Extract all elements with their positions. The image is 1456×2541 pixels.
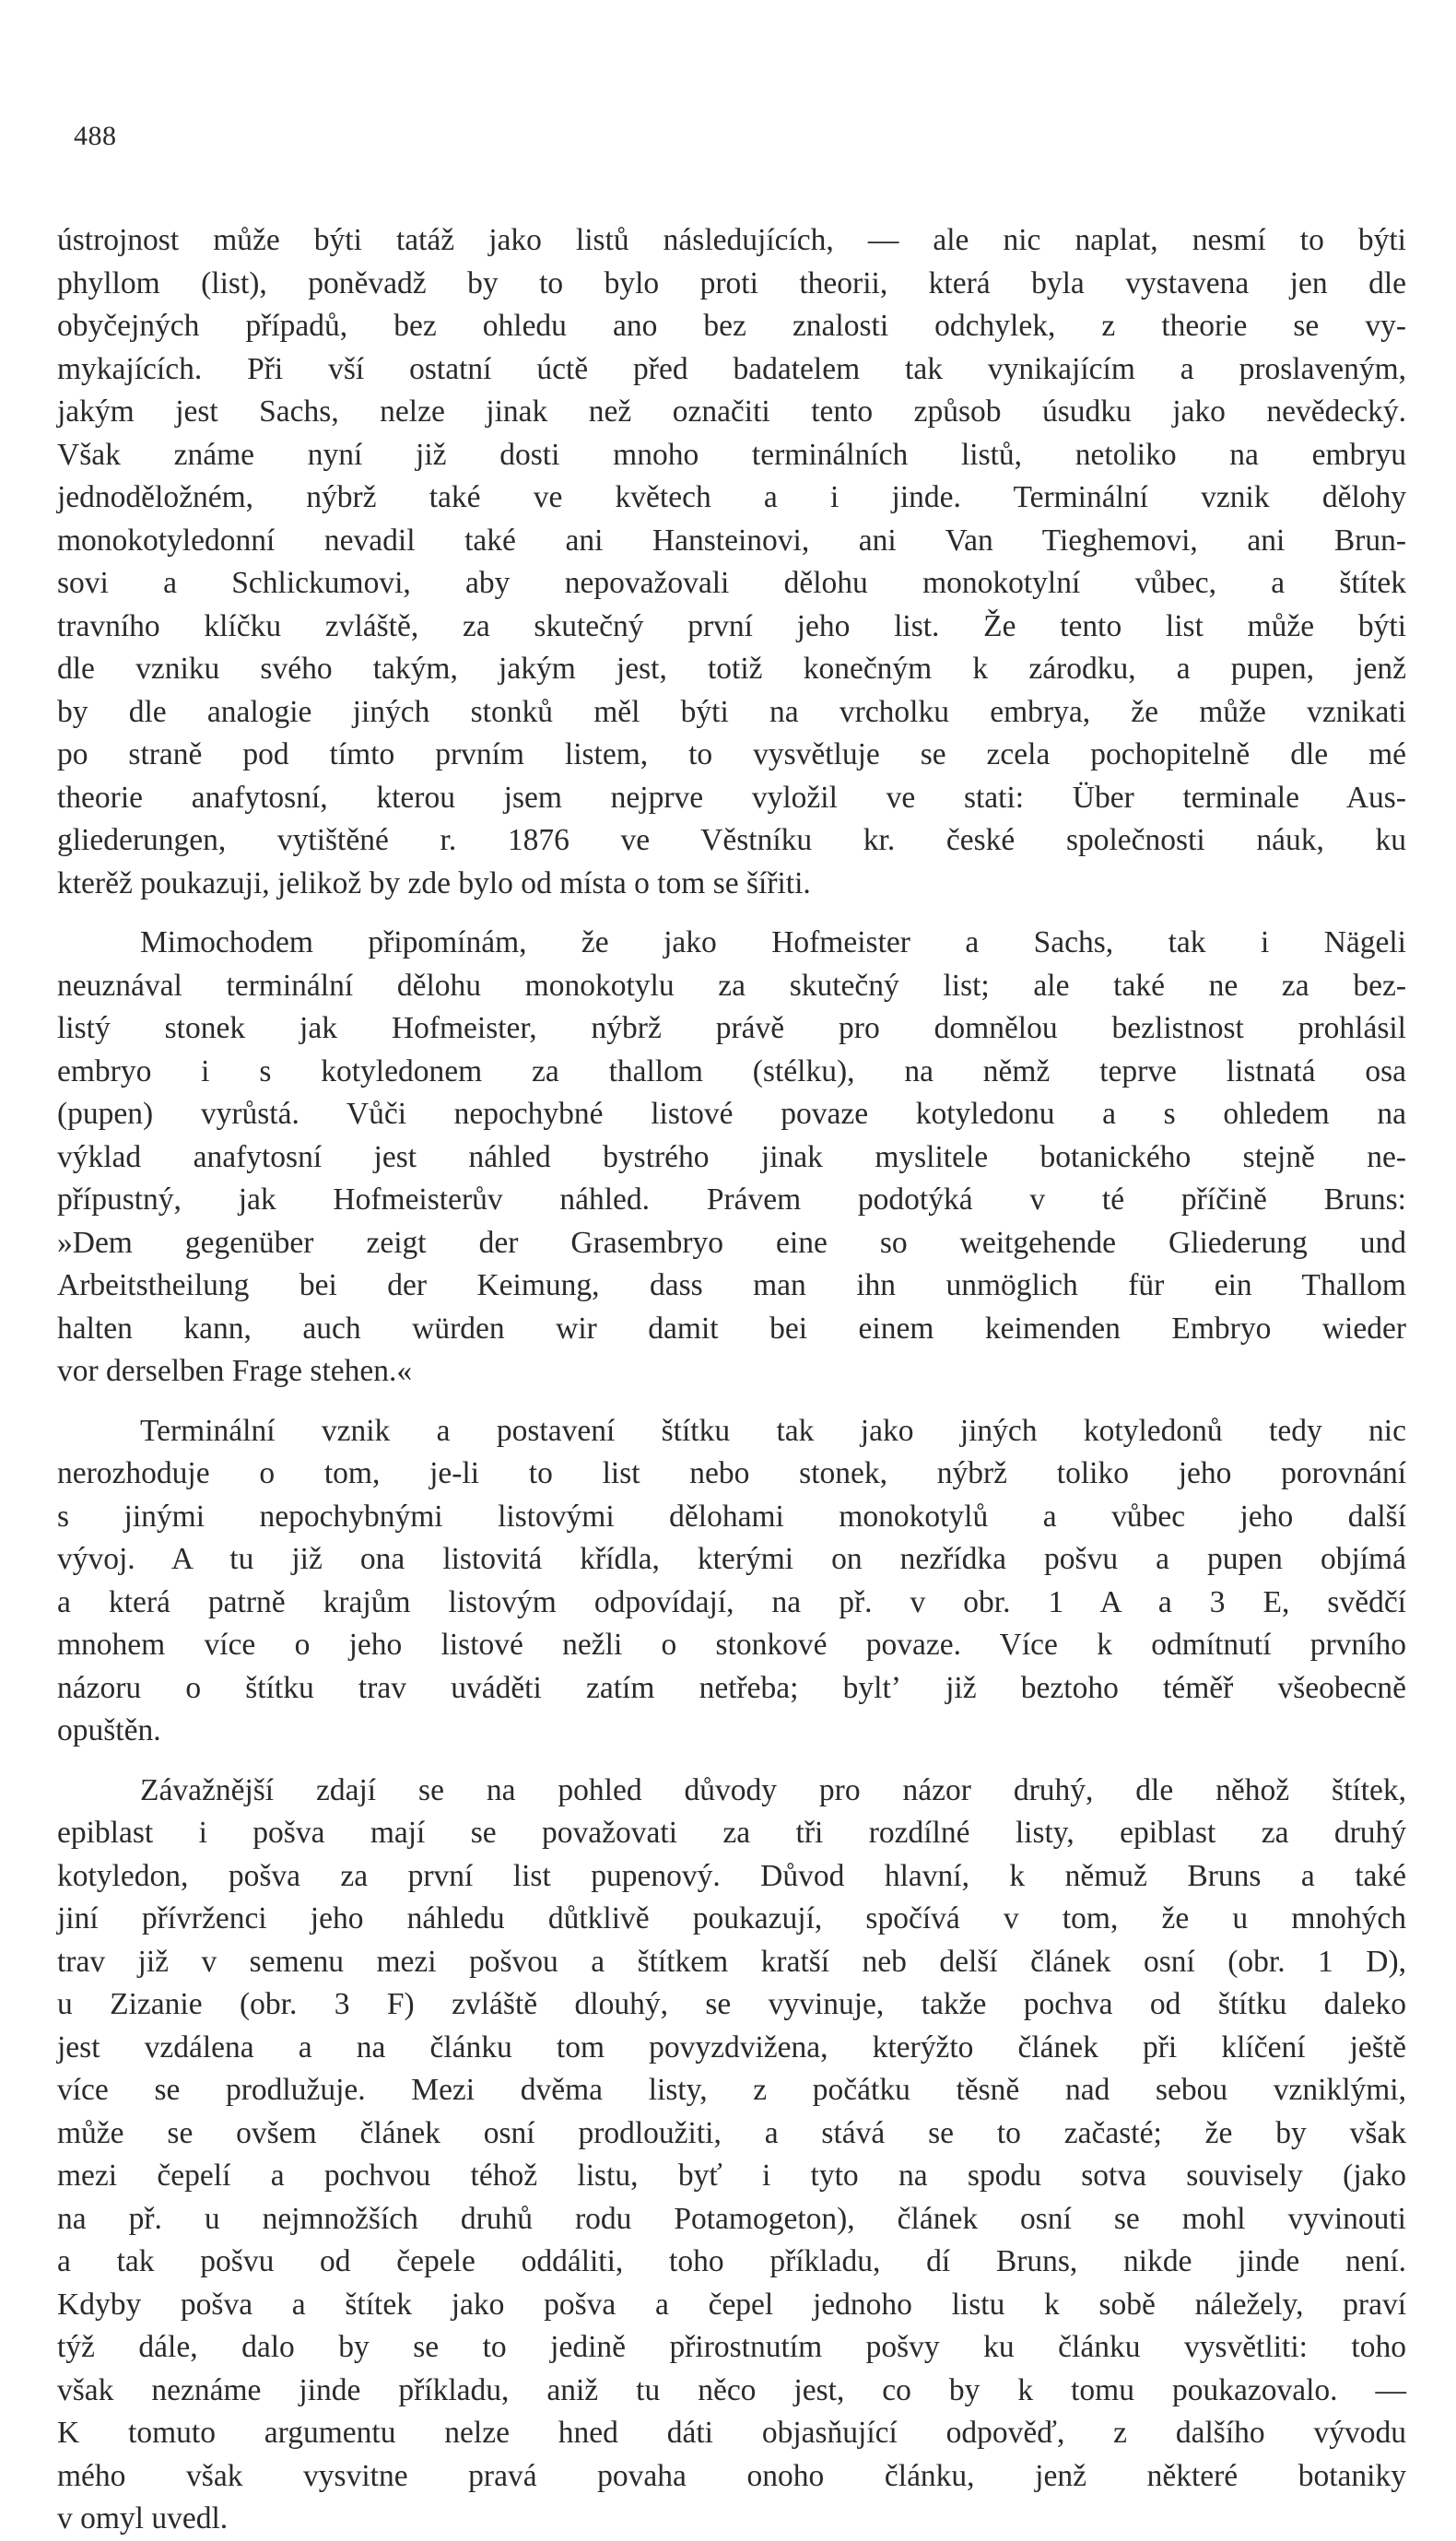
text-line: kterěž poukazuji, jelikož by zde bylo od místa o tom se šířiti. bbox=[57, 865, 811, 900]
text-line: trav již v semenu mezi pošvou a štítkem kratší neb delší článek osní (obr. 1 D), bbox=[57, 1944, 1406, 1979]
paragraph bbox=[57, 219, 1406, 905]
text-line: však neznáme jinde příkladu, aniž tu něco jest, co by k tomu poukazovalo. — bbox=[57, 2372, 1406, 2407]
text-line: mykajících. Při vší ostatní úctě před badatelem tak vynikajícím a proslaveným, bbox=[57, 351, 1406, 386]
text-line: Však známe nyní již dosti mnoho terminálních listů, netoliko na embryu bbox=[57, 437, 1406, 472]
text-line: přípustný, jak Hofmeisterův náhled. Právem podotýká v té příčině Bruns: bbox=[57, 1182, 1406, 1217]
text-line: phyllom (list), poněvadž by to bylo proti theorii, která byla vystavena jen dle bbox=[57, 265, 1406, 300]
text-line: Terminální vznik a postavení štítku tak jako jiných kotyledonů tedy nic bbox=[140, 1413, 1406, 1448]
text-line: vor derselben Frage stehen.« bbox=[57, 1354, 413, 1388]
text-line: sovi a Schlickumovi, aby nepovažovali dělohu monokotylní vůbec, a štítek bbox=[57, 566, 1406, 600]
text-line: mezi čepelí a pochvou téhož listu, byť i tyto na spodu sotva souvisely (jako bbox=[57, 2159, 1406, 2193]
text-line: mého však vysvitne pravá povaha onoho článku, jenž některé botaniky bbox=[57, 2458, 1406, 2493]
paragraph bbox=[57, 1770, 1406, 2541]
text-line: embryo i s kotyledonem za thallom (stélku), na němž teprve listnatá osa bbox=[57, 1053, 1406, 1088]
text-line: Arbeitstheilung bei der Keimung, dass man ihn unmöglich für ein Thallom bbox=[57, 1268, 1406, 1302]
text-line: může se ovšem článek osní prodloužiti, a stává se to začasté; že by však bbox=[57, 2115, 1406, 2150]
text-line: epiblast i pošva mají se považovati za tři rozdílné listy, epiblast za druhý bbox=[57, 1816, 1406, 1850]
text-line: jakým jest Sachs, nelze jinak než označiti tento způsob úsudku jako nevědecký. bbox=[57, 394, 1406, 429]
paragraph bbox=[57, 922, 1406, 1394]
text-line: Kdyby pošva a štítek jako pošva a čepel jednoho listu k sobě náležely, praví bbox=[57, 2287, 1406, 2322]
text-line: a tak pošvu od čepele oddáliti, toho příkladu, dí Bruns, nikde jinde není. bbox=[57, 2244, 1406, 2278]
text-line: u Zizanie (obr. 3 F) zvláště dlouhý, se vyvinuje, takže pochva od štítku daleko bbox=[57, 1987, 1406, 2021]
text-line: listý stonek jak Hofmeister, nýbrž právě pro domnělou bezlistnost prohlásil bbox=[57, 1011, 1406, 1045]
text-line: v omyl uvedl. bbox=[57, 2501, 229, 2535]
page-body bbox=[57, 219, 1406, 2541]
text-line: monokotyledonní nevadil také ani Hansteinovi, ani Van Tieghemovi, ani Brun- bbox=[57, 523, 1406, 558]
text-line: Mimochodem připomínám, že jako Hofmeister a Sachs, tak i Nägeli bbox=[140, 925, 1406, 959]
text-line: mnohem více o jeho listové nežli o stonkové povaze. Více k odmítnutí prvního bbox=[57, 1628, 1406, 1662]
text-line: více se prodlužuje. Mezi dvěma listy, z počátku těsně nad sebou vzniklými, bbox=[57, 2073, 1406, 2107]
text-line: halten kann, auch würden wir damit bei einem keimenden Embryo wieder bbox=[57, 1311, 1406, 1346]
text-line: kotyledon, pošva za první list pupenový. Důvod hlavní, k němuž Bruns a také bbox=[57, 1858, 1406, 1893]
text-line: travního klíčku zvláště, za skutečný první jeho list. Že tento list může býti bbox=[57, 608, 1406, 643]
text-line: »Dem gegenüber zeigt der Grasembryo eine so weitgehende Gliederung und bbox=[57, 1225, 1406, 1260]
text-line: Závažnější zdají se na pohled důvody pro názor druhý, dle něhož štítek, bbox=[140, 1772, 1406, 1807]
text-line: vývoj. A tu již ona listovitá křídla, kterými on nezřídka pošvu a pupen objímá bbox=[57, 1542, 1406, 1576]
text-line: gliederungen, vytištěné r. 1876 ve Věstníku kr. české společnosti náuk, ku bbox=[57, 823, 1406, 857]
text-line: neuznával terminální dělohu monokotylu za skutečný list; ale také ne za bez- bbox=[57, 968, 1406, 1003]
text-line: jest vzdálena a na článku tom povyzdvižena, kterýžto článek při klíčení ještě bbox=[57, 2029, 1406, 2065]
text-line: týž dále, dalo by se to jedině přirostnutím pošvy ku článku vysvětliti: toho bbox=[57, 2330, 1406, 2364]
text-line: by dle analogie jiných stonků měl býti na vrcholku embrya, že může vznikati bbox=[57, 694, 1406, 729]
text-line: K tomuto argumentu nelze hned dáti objasňující odpověď, z dalšího vývodu bbox=[57, 2416, 1406, 2450]
text-line: a která patrně krajům listovým odpovídají, na př. v obr. 1 A a 3 E, svědčí bbox=[57, 1584, 1406, 1619]
text-line: názoru o štítku trav uváděti zatím netřeba; byltʼ již beztoho téměř všeobecně bbox=[57, 1670, 1406, 1705]
text-line: po straně pod tímto prvním listem, to vysvětluje se zcela pochopitelně dle mé bbox=[57, 737, 1406, 771]
text-line: výklad anafytosní jest náhled bystrého jinak myslitele botanického stejně ne- bbox=[57, 1139, 1406, 1174]
text-line: dle vzniku svého takým, jakým jest, totiž konečným k zárodku, a pupen, jenž bbox=[57, 652, 1406, 686]
paragraph bbox=[57, 1410, 1406, 1753]
text-line: theorie anafytosní, kterou jsem nejprve vyložil ve stati: Über terminale Aus- bbox=[57, 780, 1406, 815]
text-line: na př. u nejmnožších druhů rodu Potamogeton), článek osní se mohl vyvinouti bbox=[57, 2201, 1406, 2236]
text-line: (pupen) vyrůstá. Vůči nepochybné listové povaze kotyledonu a s ohledem na bbox=[57, 1097, 1406, 1131]
text-line: jiní přívrženci jeho náhledu důtklivě poukazují, spočívá v tom, že u mnohých bbox=[57, 1901, 1406, 1935]
page-number: 488 bbox=[74, 121, 117, 151]
text-line: s jinými nepochybnými listovými dělohami monokotylů a vůbec jeho další bbox=[57, 1499, 1406, 1534]
text-line: opuštěn. bbox=[57, 1713, 161, 1747]
text-line: nerozhoduje o tom, je-li to list nebo stonek, nýbrž toliko jeho porovnání bbox=[57, 1456, 1406, 1490]
text-line: obyčejných případů, bez ohledu ano bez znalosti odchylek, z theorie se vy- bbox=[57, 309, 1406, 343]
text-line: jednoděložném, nýbrž také ve květech a i jinde. Terminální vznik dělohy bbox=[57, 480, 1406, 514]
text-line: ústrojnost může býti tatáž jako listů následujících, — ale nic naplat, nesmí to býti bbox=[57, 223, 1406, 257]
